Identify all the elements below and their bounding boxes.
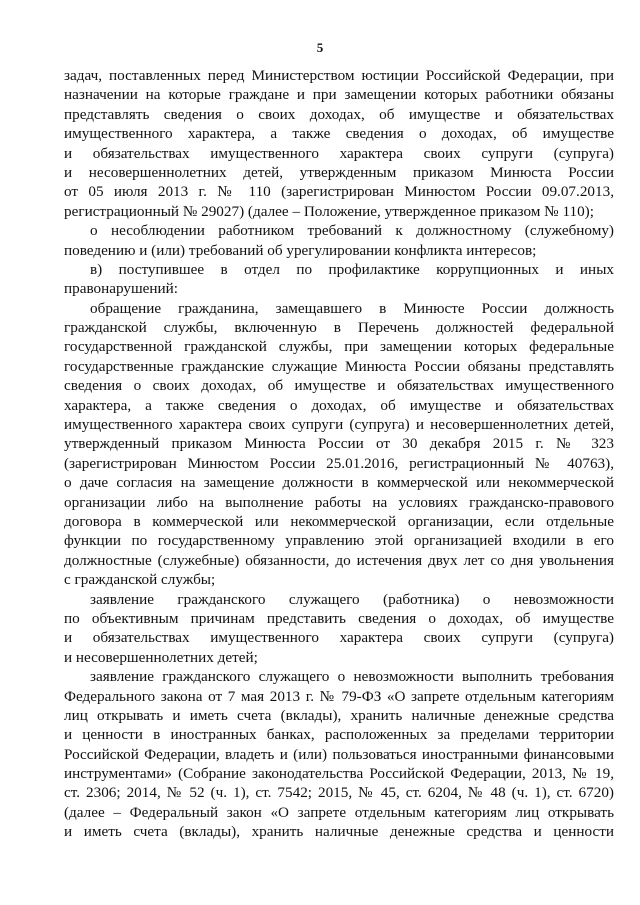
text-line: по объективным причинам представить сведения о доходах, об имуществе [64, 609, 614, 627]
text-line: должностные (служебные) обязанности, до истечения двух лет со дня увольнения [64, 551, 614, 569]
text-line: и несовершеннолетних детей, утвержденным приказом Минюста России [64, 163, 614, 181]
text-line: поведению и (или) требований об урегулировании конфликта интересов; [64, 241, 537, 259]
text-line: характера, а также сведения о доходах, об имуществе и обязательствах [64, 396, 614, 414]
text-line: представлять сведения о своих доходах, об имуществе и обязательствах [64, 105, 614, 123]
text-line: имущественного характера своих супруги (супруга) и несовершеннолетних детей, [64, 416, 614, 434]
text-line: Федерального закона от 7 мая 2013 г. № 79-ФЗ «О запрете отдельным категориям [64, 687, 614, 705]
text-line: (далее – Федеральный закон «О запрете отдельным категориям лиц открывать [64, 803, 614, 821]
text-line: организации либо на выполнение работы на условиях гражданско-правового [64, 493, 614, 511]
text-line: инструментами» (Собрание законодательства Российской Федерации, 2013, № 19, [64, 765, 614, 783]
text-line: правонарушений: [64, 280, 179, 298]
text-line: лиц открывать и иметь счета (вклады), хранить наличные денежные средства [64, 706, 614, 724]
text-line: сведения о своих доходах, об имуществе и обязательствах имущественного [64, 377, 614, 395]
text-line: утвержденный приказом Минюста России от 30 декабря 2015 г. № 323 [64, 435, 614, 453]
text-line: назначении на которые граждане и при замещении которых работники обязаны [64, 86, 614, 104]
text-line: с гражданской службы; [64, 571, 216, 589]
text-line: гражданской службы, включенную в Перечень должностей федеральной [64, 319, 614, 337]
text-line: в) поступившее в отдел по профилактике коррупционных и иных [90, 260, 614, 278]
document-body [64, 66, 614, 842]
text-line: о несоблюдении работником требований к должностному (служебному) [90, 222, 614, 240]
text-line: заявление гражданского служащего (работника) о невозможности [90, 590, 614, 608]
text-line: задач, поставленных перед Министерством юстиции Российской Федерации, при [64, 67, 614, 84]
text-line: заявление гражданского служащего о невозможности выполнить требования [90, 668, 614, 686]
page-number: 5 [316, 40, 324, 55]
text-line: имущественного характера, а также сведения о доходах, об имуществе [64, 125, 614, 143]
text-line: государственной гражданской службы, при замещении которых федеральные [64, 338, 614, 356]
text-line: обращение гражданина, замещавшего в Минюсте России должность [90, 299, 614, 317]
text-line: и обязательствах имущественного характера своих супруги (супруга) [64, 144, 614, 162]
text-line: от 05 июля 2013 г. № 110 (зарегистрирован Минюстом России 09.07.2013, [64, 183, 614, 201]
text-line: о даче согласия на замещение должности в коммерческой или некоммерческой [64, 474, 614, 492]
text-line: ст. 2306; 2014, № 52 (ч. 1), ст. 7542; 2015, № 45, ст. 6204, № 48 (ч. 1), ст. 6720) [64, 784, 614, 802]
text-line: договора в коммерческой или некоммерческой организации, если отдельные [64, 512, 614, 530]
text-line: и обязательствах имущественного характера своих супруги (супруга) [64, 629, 614, 647]
text-line: регистрационный № 29027) (далее – Положение, утвержденное приказом № 110); [64, 202, 594, 220]
text-line: (зарегистрирован Минюстом России 25.01.2016, регистрационный № 40763), [64, 454, 614, 472]
text-line: Российской Федерации, владеть и (или) пользоваться иностранными финансовыми [64, 745, 614, 763]
text-line: и иметь счета (вклады), хранить наличные денежные средства и ценности [64, 823, 614, 841]
text-line: государственные гражданские служащие Минюста России обязаны представлять [64, 357, 614, 375]
text-line: и ценности в иностранных банках, расположенных за пределами территории [64, 726, 614, 744]
text-line: и несовершеннолетних детей; [64, 648, 258, 666]
text-line: функции по государственному управлению этой организацией входили в его [64, 532, 614, 550]
